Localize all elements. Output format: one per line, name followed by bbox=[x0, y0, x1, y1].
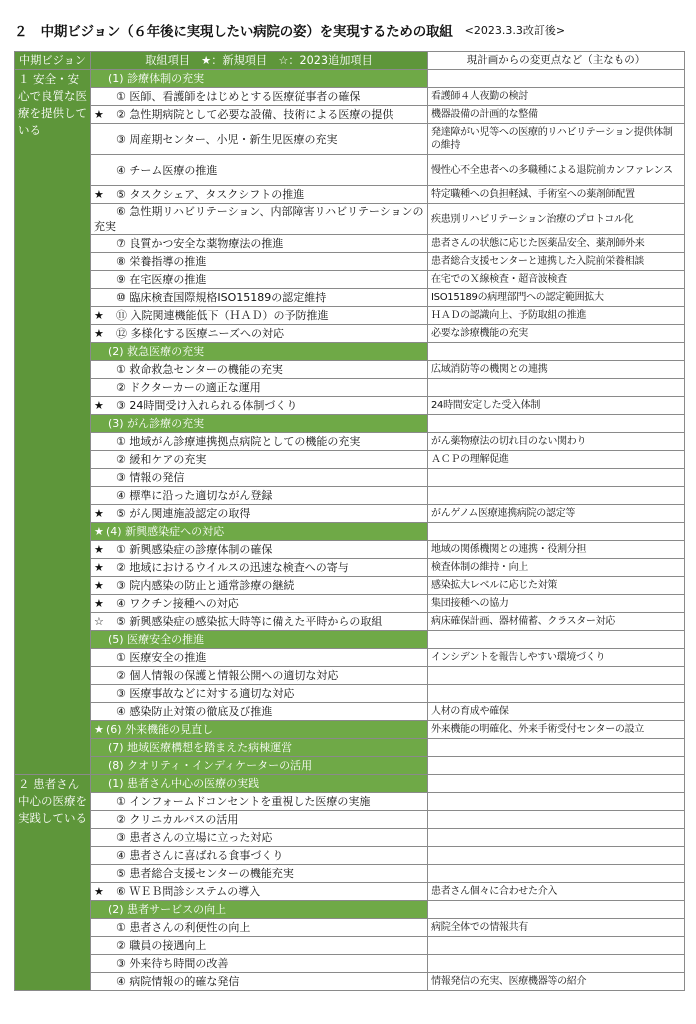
item-cell bbox=[91, 204, 428, 235]
change-note: 検査体制の維持・向上 bbox=[428, 559, 685, 577]
item-text: ① 新興感染症の診療体制の確保 bbox=[116, 543, 273, 556]
item-row bbox=[15, 865, 685, 883]
item-cell bbox=[91, 919, 428, 937]
item-cell bbox=[91, 307, 428, 325]
item-cell bbox=[91, 937, 428, 955]
change-note: 24時間安定した受入体制 bbox=[428, 397, 685, 415]
item-row bbox=[15, 433, 685, 451]
item-cell bbox=[91, 155, 428, 186]
item-row bbox=[15, 361, 685, 379]
category-cell bbox=[91, 721, 428, 739]
change-note bbox=[428, 829, 685, 847]
item-text: (4) 新興感染症への対応 bbox=[106, 525, 225, 538]
item-cell bbox=[91, 88, 428, 106]
item-row bbox=[15, 505, 685, 523]
item-row bbox=[15, 451, 685, 469]
item-cell bbox=[91, 541, 428, 559]
item-row bbox=[15, 379, 685, 397]
category-row bbox=[15, 757, 685, 775]
change-note: 外来機能の明確化、外来手術受付センターの設立 bbox=[428, 721, 685, 739]
item-text: (1) 診療体制の充実 bbox=[108, 72, 205, 85]
item-text: (6) 外来機能の見直し bbox=[106, 723, 214, 736]
change-note bbox=[428, 757, 685, 775]
item-text: ⑥ 急性期リハビリテーション、内部障害リハビリテーションの充実 bbox=[94, 205, 424, 233]
item-cell bbox=[91, 847, 428, 865]
item-text: ① 患者さんの利便性の向上 bbox=[116, 921, 251, 934]
change-note: 病床確保計画、器材備蓄、クラスター対応 bbox=[428, 613, 685, 631]
item-text: (2) 患者サービスの向上 bbox=[108, 903, 227, 916]
change-note bbox=[428, 667, 685, 685]
item-row bbox=[15, 829, 685, 847]
item-text: ④ 感染防止対策の徹底及び推進 bbox=[116, 705, 273, 718]
item-mark: ★ bbox=[94, 507, 104, 520]
category-row bbox=[15, 901, 685, 919]
item-text: ③ 院内感染の防止と通常診療の継続 bbox=[116, 579, 295, 592]
item-cell bbox=[91, 124, 428, 155]
item-text: ③ 外来待ち時間の改善 bbox=[116, 957, 229, 970]
item-mark: ★ bbox=[94, 597, 104, 610]
item-text: ③ 情報の発信 bbox=[116, 471, 185, 484]
item-mark: ★ bbox=[94, 399, 104, 412]
change-note: 必要な診療機能の充実 bbox=[428, 325, 685, 343]
item-mark: ★ bbox=[94, 525, 104, 538]
change-note bbox=[428, 847, 685, 865]
item-text: ⑤ 患者総合支援センターの機能充実 bbox=[116, 867, 294, 880]
page-title-row bbox=[14, 18, 684, 42]
item-text: ③ 24時間受け入れられる体制づくり bbox=[116, 399, 298, 412]
item-cell bbox=[91, 811, 428, 829]
item-row bbox=[15, 919, 685, 937]
item-cell bbox=[91, 955, 428, 973]
item-mark: ★ bbox=[94, 327, 104, 340]
item-row bbox=[15, 186, 685, 204]
category-row bbox=[15, 523, 685, 541]
change-note: 人材の育成や確保 bbox=[428, 703, 685, 721]
item-mark: ★ bbox=[94, 885, 104, 898]
category-cell bbox=[91, 343, 428, 361]
item-row bbox=[15, 253, 685, 271]
change-note bbox=[428, 415, 685, 433]
item-text: ④ チーム医療の推進 bbox=[116, 163, 218, 177]
header-changes: 現計画からの変更点など（主なもの） bbox=[428, 52, 685, 70]
category-cell bbox=[91, 775, 428, 793]
item-cell bbox=[91, 649, 428, 667]
change-note bbox=[428, 937, 685, 955]
category-row bbox=[15, 739, 685, 757]
change-note bbox=[428, 955, 685, 973]
change-note: 地域の関係機関との連携・役割分担 bbox=[428, 541, 685, 559]
initiatives-table bbox=[14, 51, 685, 991]
item-row bbox=[15, 613, 685, 631]
item-cell bbox=[91, 505, 428, 523]
change-note: 情報発信の充実、医療機器等の紹介 bbox=[428, 973, 685, 991]
item-cell bbox=[91, 703, 428, 721]
item-row bbox=[15, 811, 685, 829]
item-row bbox=[15, 703, 685, 721]
change-note bbox=[428, 793, 685, 811]
category-cell bbox=[91, 523, 428, 541]
change-note bbox=[428, 523, 685, 541]
item-cell bbox=[91, 451, 428, 469]
header-vision: 中期ビジョン bbox=[15, 52, 91, 70]
change-note: 患者さん個々に合わせた介入 bbox=[428, 883, 685, 901]
item-row bbox=[15, 667, 685, 685]
category-cell bbox=[91, 415, 428, 433]
item-row bbox=[15, 487, 685, 505]
category-row bbox=[15, 631, 685, 649]
item-text: ⑤ 新興感染症の感染拡大時等に備えた平時からの取組 bbox=[116, 615, 383, 628]
item-row bbox=[15, 559, 685, 577]
change-note: 発達障がい児等への医療的リハビリテーション提供体制の維持 bbox=[428, 124, 685, 155]
item-cell bbox=[91, 865, 428, 883]
item-cell bbox=[91, 883, 428, 901]
change-note: ISO15189の病理部門への認定範囲拡大 bbox=[428, 289, 685, 307]
item-text: ② 個人情報の保護と情報公開への適切な対応 bbox=[116, 669, 339, 682]
item-cell bbox=[91, 469, 428, 487]
change-note: 患者さんの状態に応じた医薬品安全、薬剤師外来 bbox=[428, 235, 685, 253]
item-row bbox=[15, 937, 685, 955]
item-cell bbox=[91, 186, 428, 204]
item-row bbox=[15, 204, 685, 235]
item-mark: ★ bbox=[94, 309, 104, 322]
item-text: ⑥ ＷＥＢ問診システムの導入 bbox=[116, 885, 261, 898]
item-cell bbox=[91, 433, 428, 451]
category-row bbox=[15, 343, 685, 361]
item-row bbox=[15, 325, 685, 343]
item-cell bbox=[91, 559, 428, 577]
category-cell bbox=[91, 739, 428, 757]
change-note: 広域消防等の機関との連携 bbox=[428, 361, 685, 379]
change-note: 集団接種への協力 bbox=[428, 595, 685, 613]
item-text: (1) 患者さん中心の医療の実践 bbox=[108, 777, 260, 790]
category-cell bbox=[91, 901, 428, 919]
change-note: がん薬物療法の切れ目のない関わり bbox=[428, 433, 685, 451]
change-note bbox=[428, 469, 685, 487]
change-note bbox=[428, 631, 685, 649]
vision-cell: １ 安全・安心で良質な医療を提供している bbox=[15, 70, 91, 775]
item-row bbox=[15, 235, 685, 253]
item-text: ② 緩和ケアの充実 bbox=[116, 453, 207, 466]
change-note: 慢性心不全患者への多職種による退院前カンファレンス bbox=[428, 155, 685, 186]
item-text: (2) 救急医療の充実 bbox=[108, 345, 205, 358]
category-cell bbox=[91, 631, 428, 649]
change-note: がんゲノム医療連携病院の認定等 bbox=[428, 505, 685, 523]
item-cell bbox=[91, 271, 428, 289]
change-note: ＡＣＰの理解促進 bbox=[428, 451, 685, 469]
change-note: 機器設備の計画的な整備 bbox=[428, 106, 685, 124]
item-cell bbox=[91, 289, 428, 307]
item-text: ⑤ タスクシェア、タスクシフトの推進 bbox=[116, 188, 305, 201]
item-mark: ★ bbox=[94, 543, 104, 556]
change-note: 患者総合支援センターと連携した入院前栄養相談 bbox=[428, 253, 685, 271]
item-text: ② 急性期病院として必要な設備、技術による医療の提供 bbox=[116, 108, 394, 121]
change-note: インシデントを報告しやすい環境づくり bbox=[428, 649, 685, 667]
item-text: ② 職員の接遇向上 bbox=[116, 939, 207, 952]
item-row bbox=[15, 88, 685, 106]
item-text: ④ 患者さんに喜ばれる食事づくり bbox=[116, 849, 284, 862]
item-cell bbox=[91, 235, 428, 253]
item-mark: ★ bbox=[94, 561, 104, 574]
change-note: 感染拡大レベルに応じた対策 bbox=[428, 577, 685, 595]
item-cell bbox=[91, 325, 428, 343]
change-note bbox=[428, 901, 685, 919]
item-text: ⑨ 在宅医療の推進 bbox=[116, 273, 207, 286]
item-row bbox=[15, 685, 685, 703]
item-text: ③ 周産期センター、小児・新生児医療の充実 bbox=[116, 132, 338, 146]
header-items: 取組項目 ★：新規項目 ☆：2023追加項目 bbox=[91, 52, 428, 70]
category-cell bbox=[91, 70, 428, 88]
item-mark: ★ bbox=[94, 723, 104, 736]
item-row bbox=[15, 649, 685, 667]
item-cell bbox=[91, 106, 428, 124]
item-cell bbox=[91, 613, 428, 631]
item-cell bbox=[91, 829, 428, 847]
item-cell bbox=[91, 487, 428, 505]
item-text: ② ドクターカーの適正な運用 bbox=[116, 381, 261, 394]
item-cell bbox=[91, 397, 428, 415]
item-text: ① インフォームドコンセントを重視した医療の実施 bbox=[116, 795, 371, 808]
change-note: 看護師４人夜勤の検討 bbox=[428, 88, 685, 106]
item-row bbox=[15, 469, 685, 487]
change-note bbox=[428, 487, 685, 505]
item-row bbox=[15, 106, 685, 124]
category-row bbox=[15, 415, 685, 433]
item-cell bbox=[91, 685, 428, 703]
item-mark: ★ bbox=[94, 188, 104, 201]
item-row bbox=[15, 124, 685, 155]
change-note bbox=[428, 775, 685, 793]
item-mark: ★ bbox=[94, 108, 104, 121]
item-cell bbox=[91, 253, 428, 271]
page-title: ２ 中期ビジョン（６年後に実現したい病院の姿）を実現するための取組 bbox=[14, 24, 453, 40]
item-cell bbox=[91, 361, 428, 379]
change-note: 在宅でのＸ線検査・超音波検査 bbox=[428, 271, 685, 289]
change-note: ＨＡＤの認識向上、予防取組の推進 bbox=[428, 307, 685, 325]
vision-cell: ２ 患者さん中心の医療を実践している bbox=[15, 775, 91, 991]
item-cell bbox=[91, 973, 428, 991]
item-text: (5) 医療安全の推進 bbox=[108, 633, 205, 646]
change-note bbox=[428, 685, 685, 703]
item-text: ① 地域がん診療連携拠点病院としての機能の充実 bbox=[116, 435, 361, 448]
item-row bbox=[15, 397, 685, 415]
item-mark: ☆ bbox=[94, 615, 104, 628]
item-row bbox=[15, 271, 685, 289]
item-text: ① 医療安全の推進 bbox=[116, 651, 207, 664]
item-text: ⑧ 栄養指導の推進 bbox=[116, 255, 207, 268]
item-mark: ★ bbox=[94, 579, 104, 592]
item-row bbox=[15, 541, 685, 559]
category-row bbox=[15, 721, 685, 739]
item-row bbox=[15, 955, 685, 973]
change-note bbox=[428, 343, 685, 361]
item-text: ① 救命救急センターの機能の充実 bbox=[116, 363, 283, 376]
item-text: ④ ワクチン接種への対応 bbox=[116, 597, 239, 610]
category-row bbox=[15, 775, 685, 793]
item-row bbox=[15, 155, 685, 186]
change-note bbox=[428, 379, 685, 397]
item-text: ⑫ 多様化する医療ニーズへの対応 bbox=[116, 327, 284, 340]
change-note: 疾患別リハビリテーション治療のプロトコル化 bbox=[428, 204, 685, 235]
item-text: ⑤ がん関連施設認定の取得 bbox=[116, 507, 251, 520]
item-text: ② クリニカルパスの活用 bbox=[116, 813, 239, 826]
category-cell bbox=[91, 757, 428, 775]
item-text: ③ 患者さんの立場に立った対応 bbox=[116, 831, 273, 844]
change-note bbox=[428, 865, 685, 883]
change-note bbox=[428, 70, 685, 88]
table-header-row bbox=[15, 52, 685, 70]
item-cell bbox=[91, 667, 428, 685]
change-note bbox=[428, 811, 685, 829]
item-text: (8) クオリティ・インディケーターの活用 bbox=[108, 759, 313, 772]
change-note: 病院全体での情報共有 bbox=[428, 919, 685, 937]
item-text: ⑪ 入院関連機能低下（ＨＡＤ）の予防推進 bbox=[116, 309, 329, 322]
item-text: ④ 病院情報の的確な発信 bbox=[116, 975, 240, 988]
item-cell bbox=[91, 595, 428, 613]
item-row bbox=[15, 793, 685, 811]
item-text: ② 地域におけるウイルスの迅速な検査への寄与 bbox=[116, 561, 349, 574]
item-cell bbox=[91, 577, 428, 595]
item-row bbox=[15, 973, 685, 991]
item-row bbox=[15, 307, 685, 325]
item-text: ① 医師、看護師をはじめとする医療従事者の確保 bbox=[116, 90, 361, 103]
item-text: ⑦ 良質かつ安全な薬物療法の推進 bbox=[116, 237, 284, 250]
item-cell bbox=[91, 379, 428, 397]
item-text: ③ 医療事故などに対する適切な対応 bbox=[116, 687, 295, 700]
item-row bbox=[15, 289, 685, 307]
item-text: (3) がん診療の充実 bbox=[108, 417, 205, 430]
item-text: (7) 地域医療構想を踏まえた病棟運営 bbox=[108, 741, 293, 754]
change-note: 特定職種への負担軽減、手術室への薬剤師配置 bbox=[428, 186, 685, 204]
item-row bbox=[15, 577, 685, 595]
change-note bbox=[428, 739, 685, 757]
item-row bbox=[15, 847, 685, 865]
item-text: ⑩ 臨床検査国際規格ISO15189の認定維持 bbox=[116, 291, 327, 304]
revision-date: <2023.3.3改訂後> bbox=[464, 24, 566, 37]
item-row bbox=[15, 883, 685, 901]
item-cell bbox=[91, 793, 428, 811]
category-row bbox=[15, 70, 685, 88]
item-row bbox=[15, 595, 685, 613]
item-text: ④ 標準に沿った適切ながん登録 bbox=[116, 489, 273, 502]
